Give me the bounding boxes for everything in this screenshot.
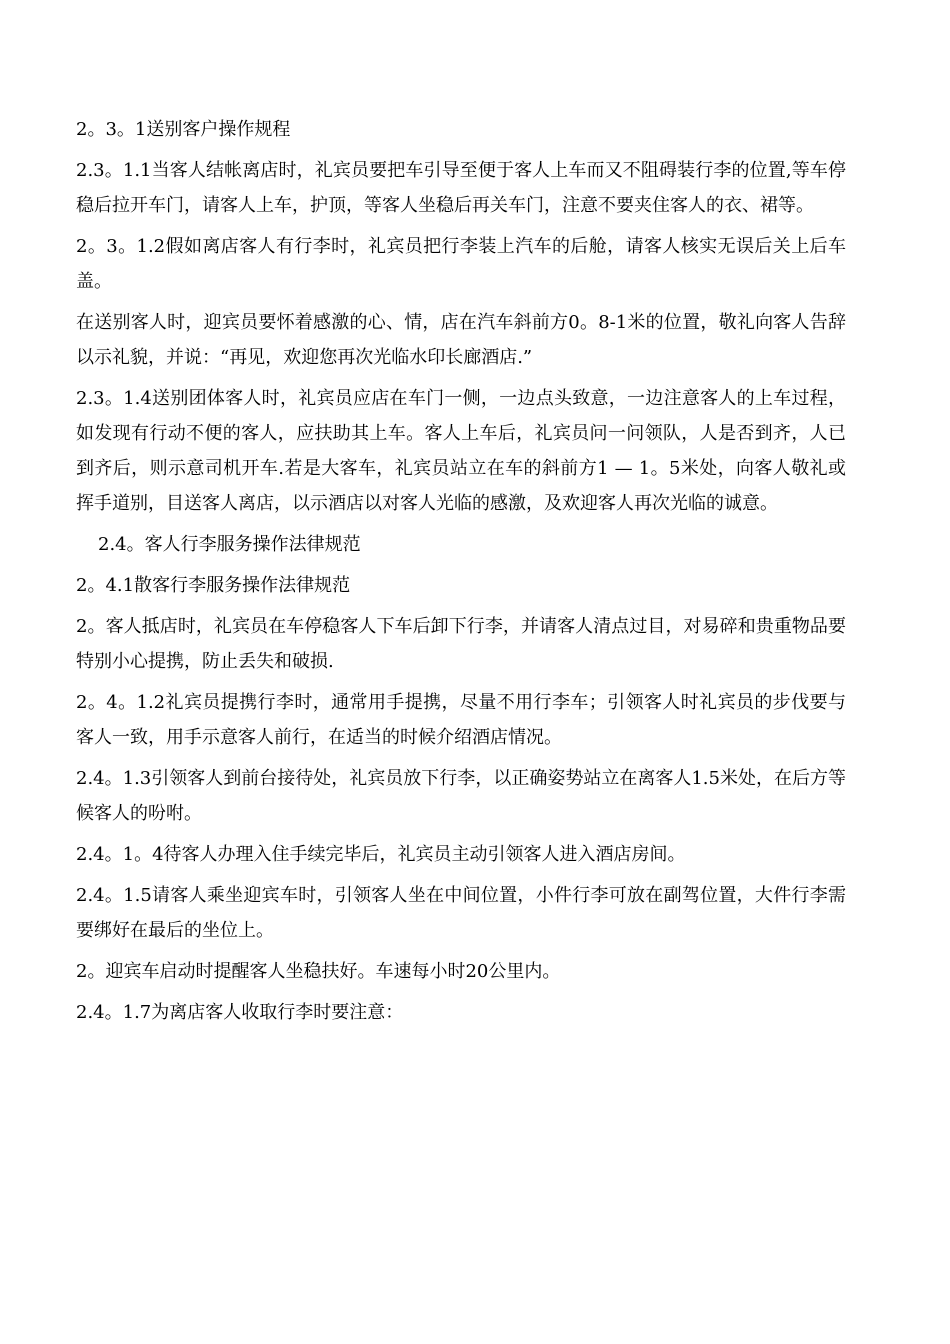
paragraph: 2。4。1.2礼宾员提携行李时，通常用手提携，尽量不用行李车；引领客人时礼宾员的步伐要与客人一致，用手示意客人前行，在适当的时候介绍酒店情况。: [76, 692, 846, 748]
paragraph: 2.4。1。4待客人办理入住手续完毕后，礼宾员主动引领客人进入酒店房间。: [76, 844, 686, 865]
paragraph: 2.4。1.3引领客人到前台接待处，礼宾员放下行李，以正确姿势站立在离客人1.5米处，在后方等候客人的吩咐。: [76, 768, 846, 824]
paragraph: 2。3。1.2假如离店客人有行李时，礼宾员把行李装上汽车的后舱，请客人核实无误后关上后车盖。: [76, 236, 846, 292]
paragraph: 2.3。1.1当客人结帐离店时，礼宾员要把车引导至便于客人上车而又不阻碍装行李的位置,等车停稳后拉开车门，请客人上车，护顶，等客人坐稳后再关车门，注意不要夹住客人的衣、裙等。: [76, 160, 846, 216]
paragraph: 2.3。1.4送别团体客人时，礼宾员应店在车门一侧，一边点头致意，一边注意客人的上车过程，如发现有行动不便的客人，应扶助其上车。客人上车后，礼宾员问一问领队，人是否到齐，人已到齐后，则示意司机开车.若是大客车，礼宾员站立在车的斜前方1 — 1。5米处，向客人敬礼或挥手道别，目送客人离店，以示酒店以对客人光临的感激，及欢迎客人再次光临的诚意。: [76, 388, 846, 514]
subsection-heading: 2。4.1散客行李服务操作法律规范: [76, 575, 351, 596]
paragraph: 2.4。1.7为离店客人收取行李时要注意：: [76, 1002, 404, 1023]
document-body: [76, 112, 846, 1036]
paragraph: 在送别客人时，迎宾员要怀着感激的心、情，店在汽车斜前方0。8-1米的位置，敬礼向客人告辞以示礼貌，并说：“再见，欢迎您再次光临水印长廊酒店.”: [76, 312, 846, 368]
paragraph: 2。迎宾车启动时提醒客人坐稳扶好。车速每小时20公里内。: [76, 961, 561, 982]
section-heading-luggage: 2.4。客人行李服务操作法律规范: [98, 534, 361, 555]
section-heading-send-off: 2。3。1送别客户操作规程: [76, 119, 291, 140]
paragraph: 2。客人抵店时，礼宾员在车停稳客人下车后卸下行李，并请客人清点过目，对易碎和贵重物品要特别小心提携，防止丢失和破损.: [76, 616, 846, 672]
paragraph: 2.4。1.5请客人乘坐迎宾车时，引领客人坐在中间位置，小件行李可放在副驾位置，大件行李需要绑好在最后的坐位上。: [76, 885, 846, 941]
